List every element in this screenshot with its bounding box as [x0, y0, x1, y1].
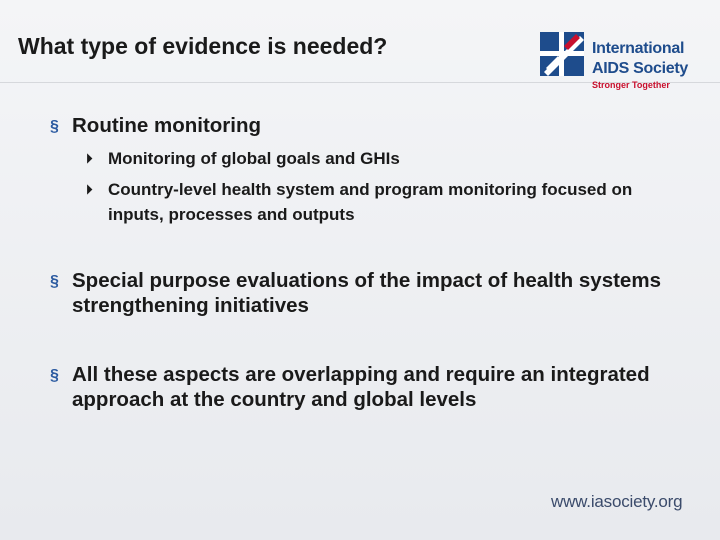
footer-url: www.iasociety.org [551, 492, 683, 511]
logo-tagline: Stronger Together [592, 80, 670, 90]
sub-bullet-arrow-icon: ⏵ [86, 151, 93, 166]
sub-bullet-text: Monitoring of global goals and GHIs [108, 149, 400, 168]
ias-logo [540, 32, 700, 92]
bullet-item [50, 113, 692, 138]
sub-bullet-text: Country-level health system and program monitoring focused on inputs, processes and outputs [108, 180, 633, 224]
slide-title: What type of evidence is needed? [18, 33, 388, 59]
sub-bullet-item [86, 146, 668, 171]
bullet-marker: § [50, 273, 59, 290]
bullet-marker: § [50, 118, 59, 135]
sub-bullet-arrow-icon: ⏵ [86, 182, 93, 197]
bullet-marker: § [50, 367, 59, 384]
ias-logo-mark-icon [540, 32, 584, 76]
logo-text-line1: International [592, 40, 685, 57]
bullet-item [50, 362, 692, 412]
bullet-text: All these aspects are overlapping and require an integrated approach at the country and global levels [72, 363, 650, 411]
bullet-text: Special purpose evaluations of the impact of health systems strengthening initiatives [72, 269, 661, 317]
sub-bullet-item [86, 177, 668, 227]
logo-text-line2: AIDS Society [592, 60, 688, 77]
bullet-text: Routine monitoring [72, 114, 262, 137]
bullet-item [50, 268, 692, 318]
